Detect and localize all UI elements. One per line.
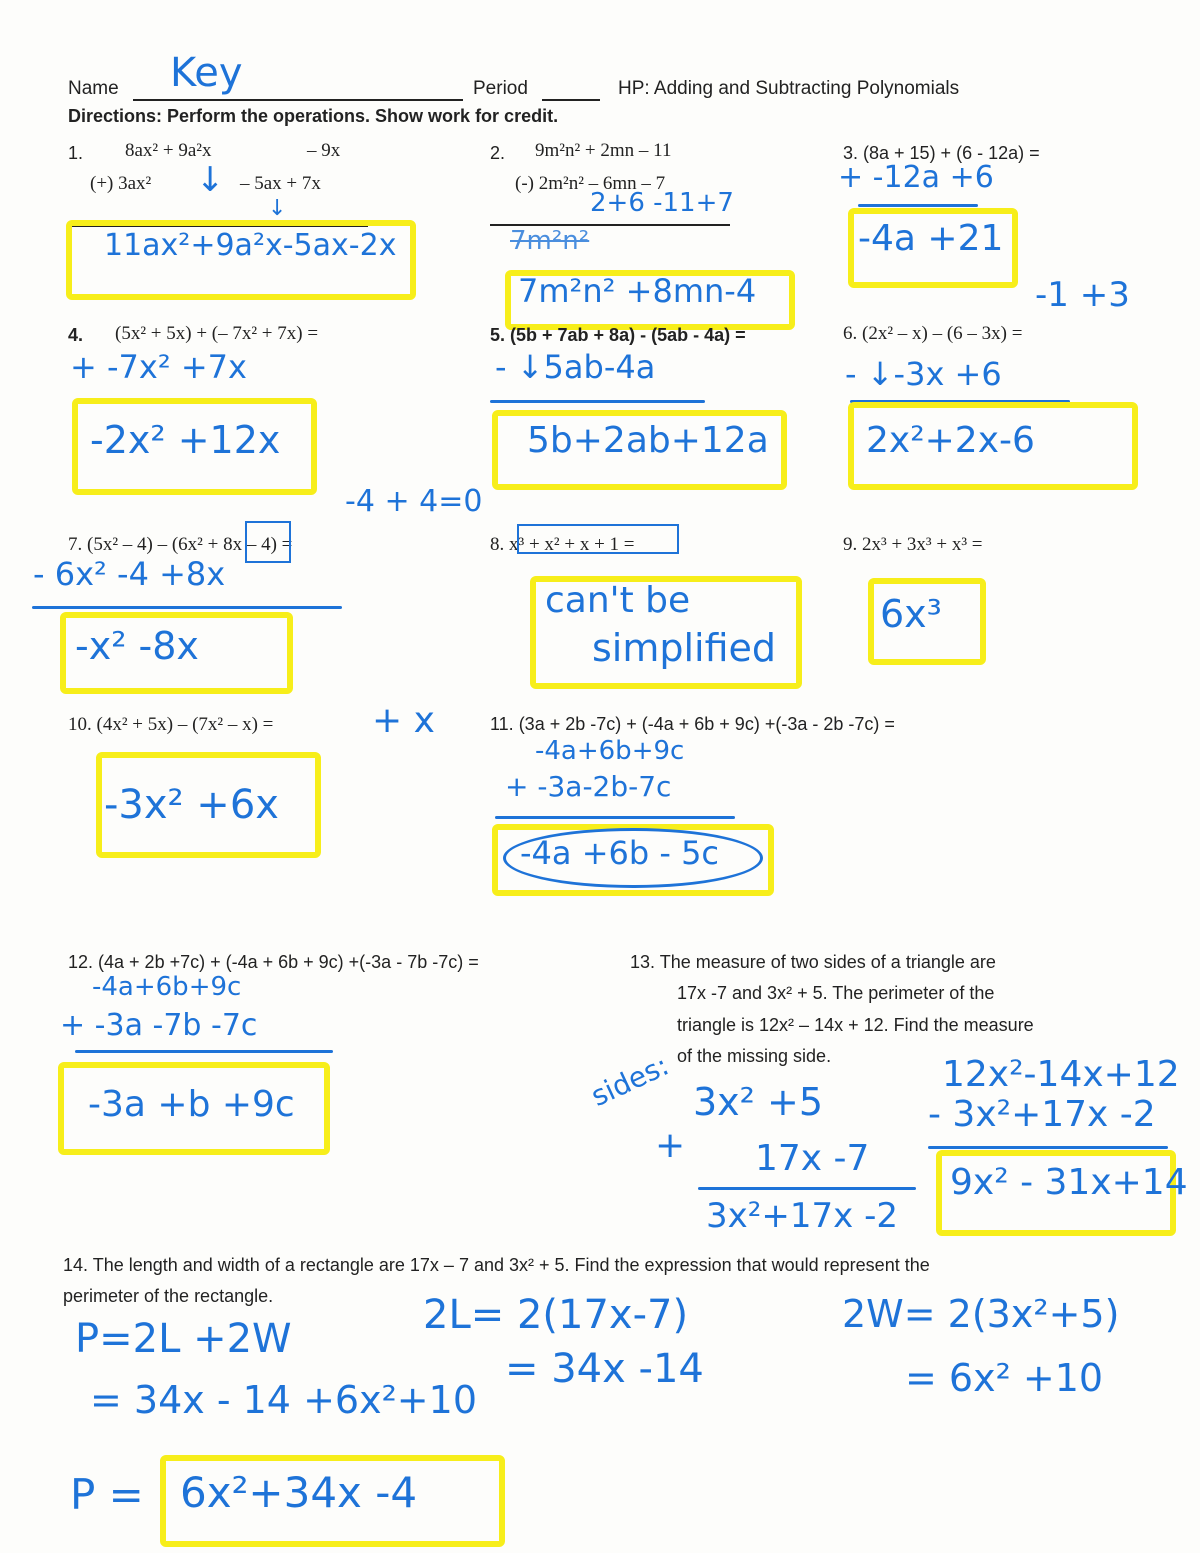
p2-scribble: 7m²n² bbox=[510, 226, 590, 256]
p6-answer: 2x²+2x-6 bbox=[866, 420, 1035, 461]
p13-sides-label: sides: bbox=[586, 1048, 674, 1113]
p2-work: 2+6 -11+7 bbox=[590, 188, 734, 218]
p13-line1: 13. The measure of two sides of a triangle are bbox=[630, 952, 996, 972]
p4-answer: -2x² +12x bbox=[90, 418, 281, 462]
period-label: Period bbox=[473, 78, 528, 99]
p14-p-label: P = bbox=[70, 1470, 144, 1519]
p12-prompt: 12. (4a + 2b +7c) + (-4a + 6b + 9c) +(-3a - 7b -7c) = bbox=[68, 952, 479, 972]
p5-sum-line bbox=[490, 400, 705, 403]
p1-number: 1. bbox=[68, 143, 84, 163]
p14-line1: 14. The length and width of a rectangle are 17x – 7 and 3x² + 5. Find the expression that would represent the bbox=[63, 1255, 930, 1275]
p11-prompt: 11. (3a + 2b -7c) + (-4a + 6b + 9c) +(-3a - 2b -7c) = bbox=[490, 714, 895, 734]
p13-diff-2: - 3x²+17x -2 bbox=[928, 1094, 1156, 1135]
p7-sum-line bbox=[32, 606, 342, 609]
p4-prompt: (5x² + 5x) + (– 7x² + 7x) = bbox=[115, 323, 319, 344]
p14-length-2: = 34x -14 bbox=[505, 1346, 704, 1392]
p8-answer-line1: can't be bbox=[545, 580, 691, 621]
p1-arrow-1: ↓ bbox=[196, 160, 225, 200]
p8-prompt: 8. x³ + x² + x + 1 = bbox=[490, 534, 635, 555]
p5-answer: 5b+2ab+12a bbox=[527, 420, 769, 461]
p5-prompt: 5. (5b + 7ab + 8a) - (5ab - 4a) = bbox=[490, 325, 746, 345]
name-underline bbox=[133, 99, 463, 101]
p8-boxed-expression bbox=[517, 524, 679, 554]
worksheet-title: HP: Adding and Subtracting Polynomials bbox=[618, 78, 960, 99]
p13-diff-line bbox=[928, 1146, 1168, 1149]
p10-answer: -3x² +6x bbox=[104, 782, 279, 828]
p14-width-2: = 6x² +10 bbox=[905, 1356, 1104, 1400]
p11-answer: -4a +6b - 5c bbox=[520, 834, 720, 872]
p14-length-1: 2L= 2(17x-7) bbox=[423, 1292, 689, 1338]
p10-prompt: 10. (4x² + 5x) – (7x² – x) = bbox=[68, 714, 274, 735]
p3-answer: -4a +21 bbox=[858, 218, 1004, 259]
p13-sum-line bbox=[698, 1187, 916, 1190]
p12-work-2: + -3a -7b -7c bbox=[60, 1008, 258, 1043]
p2-answer: 7m²n² +8mn-4 bbox=[518, 272, 757, 310]
p1-answer: 11ax²+9a²x-5ax-2x bbox=[104, 228, 397, 263]
p9-prompt: 9. 2x³ + 3x³ + x³ = bbox=[843, 534, 983, 555]
p13-sum-result: 3x²+17x -2 bbox=[706, 1196, 898, 1236]
p14-line2: perimeter of the rectangle. bbox=[63, 1286, 274, 1306]
p3-sum-line bbox=[858, 204, 978, 207]
p10-margin-note: + x bbox=[372, 700, 435, 741]
p4-work: + -7x² +7x bbox=[70, 348, 247, 386]
p1-line2a: (+) 3ax² bbox=[90, 173, 152, 194]
p7-boxed-term bbox=[245, 521, 291, 563]
p6-margin-note: -1 +3 bbox=[1035, 275, 1130, 315]
p14-answer: 6x²+34x -4 bbox=[180, 1468, 418, 1517]
p14-substitution: = 34x - 14 +6x²+10 bbox=[90, 1378, 477, 1422]
p13-sum-plus: + bbox=[655, 1125, 686, 1166]
p7-answer: -x² -8x bbox=[75, 624, 199, 668]
p5-work: - ↓5ab-4a bbox=[495, 348, 656, 386]
name-label: Name bbox=[68, 78, 119, 99]
p6-prompt: 6. (2x² – x) – (6 – 3x) = bbox=[843, 323, 1023, 344]
p13-line3: triangle is 12x² – 14x + 12. Find the measure bbox=[677, 1015, 1034, 1035]
p9-answer: 6x³ bbox=[880, 592, 942, 636]
p14-width-1: 2W= 2(3x²+5) bbox=[842, 1292, 1120, 1336]
p13-sum-2: 17x -7 bbox=[755, 1138, 870, 1179]
period-underline bbox=[542, 99, 600, 101]
p6-work: - ↓-3x +6 bbox=[845, 355, 1002, 393]
p12-answer: -3a +b +9c bbox=[88, 1084, 295, 1125]
p7-work: - 6x² -4 +8x bbox=[33, 555, 226, 593]
p3-prompt: 3. (8a + 15) + (6 - 12a) = bbox=[843, 143, 1040, 163]
p2-line2: (-) 2m²n² – 6mn – 7 bbox=[515, 173, 666, 194]
name-value: Key bbox=[170, 50, 243, 96]
p12-sum-line bbox=[75, 1050, 333, 1053]
p11-sum-line bbox=[495, 816, 735, 819]
p13-line4: of the missing side. bbox=[677, 1046, 832, 1066]
p7-margin-note: -4 + 4=0 bbox=[345, 484, 483, 519]
p8-answer-line2: simplified bbox=[592, 626, 777, 670]
p14-formula: P=2L +2W bbox=[75, 1316, 292, 1362]
p1-line1b: – 9x bbox=[307, 140, 341, 161]
p11-work-1: -4a+6b+9c bbox=[535, 736, 685, 766]
p3-work: + -12a +6 bbox=[838, 160, 994, 195]
p4-number: 4. bbox=[68, 325, 84, 345]
p11-work-2: + -3a-2b-7c bbox=[505, 770, 672, 803]
p12-work-1: -4a+6b+9c bbox=[92, 972, 242, 1002]
p2-number: 2. bbox=[490, 143, 506, 163]
directions: Directions: Perform the operations. Show work for credit. bbox=[68, 106, 559, 126]
p1-line1a: 8ax² + 9a²x bbox=[125, 140, 212, 161]
p13-diff-1: 12x²-14x+12 bbox=[942, 1054, 1180, 1095]
p1-arrow-2: ↓ bbox=[268, 196, 287, 221]
p13-line2: 17x -7 and 3x² + 5. The perimeter of the bbox=[677, 983, 995, 1003]
p13-sum-1: 3x² +5 bbox=[693, 1080, 823, 1124]
p13-answer: 9x² - 31x+14 bbox=[950, 1162, 1188, 1203]
p2-line1: 9m²n² + 2mn – 11 bbox=[535, 140, 672, 161]
p1-line2b: – 5ax + 7x bbox=[240, 173, 321, 194]
p7-prompt: 7. (5x² – 4) – (6x² + 8x – 4) = bbox=[68, 534, 293, 555]
